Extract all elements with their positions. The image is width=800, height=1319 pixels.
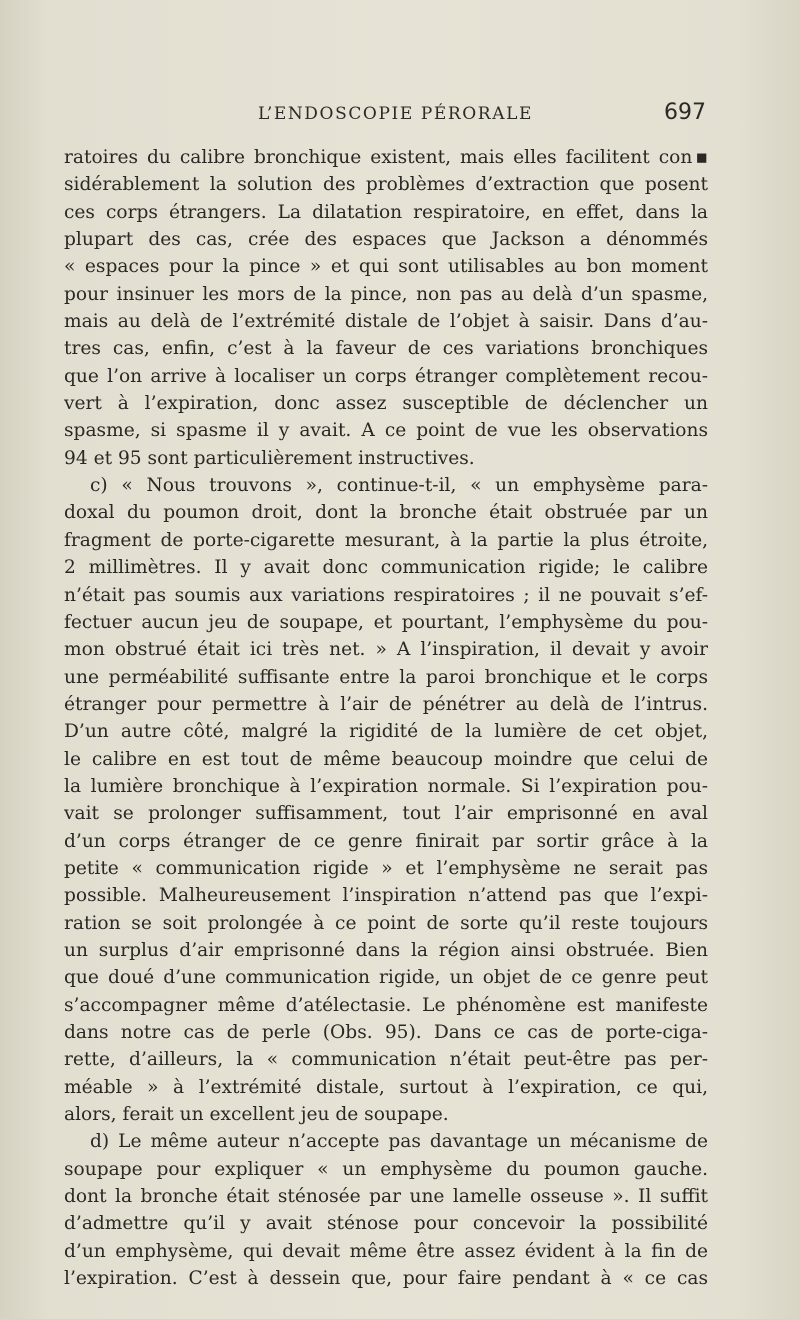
- running-head: L’ENDOSCOPIE PÉRORALE: [258, 104, 533, 124]
- text-line: la lumière bronchique à l’expiration normale. Si l’expiration pou-: [64, 775, 708, 797]
- text-line: l’expiration. C’est à dessein que, pour faire pendant à « ce cas: [64, 1268, 708, 1290]
- text-line: d’un corps étranger de ce genre finirait par sortir grâce à la: [64, 830, 708, 852]
- page-number: 697: [664, 100, 706, 125]
- text-line: fragment de porte-cigarette mesurant, à la partie la plus étroite,: [64, 529, 708, 551]
- page-header: [66, 100, 708, 130]
- text-line: plupart des cas, crée des espaces que Jackson a dénommés: [64, 229, 708, 251]
- text-line: ration se soit prolongée à ce point de sorte qu’il reste toujours: [64, 912, 708, 934]
- text-line: dans notre cas de perle (Obs. 95). Dans ce cas de porte-ciga-: [64, 1022, 708, 1043]
- text-line: alors, ferait un excellent jeu de soupape.: [64, 1104, 449, 1126]
- text-line: soupape pour expliquer « un emphysème du poumon gauche.: [64, 1158, 708, 1180]
- text-line: possible. Malheureusement l’inspiration n’attend pas que l’expi-: [64, 885, 708, 907]
- text-line: une perméabilité suffisante entre la paroi bronchique et le corps: [64, 666, 708, 688]
- text-line: vait se prolonger suffisamment, tout l’air emprisonné en aval: [64, 803, 708, 825]
- text-line: petite « communication rigide » et l’emphysème ne serait pas: [64, 857, 708, 879]
- text-line: fectuer aucun jeu de soupape, et pourtant, l’emphysème du pou-: [64, 611, 708, 633]
- text-line: ratoires du calibre bronchique existent, mais elles facilitent con▪: [64, 147, 708, 168]
- text-line: s’accompagner même d’atélectasie. Le phénomène est manifeste: [64, 994, 708, 1016]
- text-line: sidérablement la solution des problèmes d’extraction que posent: [64, 174, 708, 196]
- text-line: que l’on arrive à localiser un corps étranger complètement recou-: [64, 365, 708, 387]
- text-line: un surplus d’air emprisonné dans la région ainsi obstruée. Bien: [64, 939, 708, 961]
- text-line: que doué d’une communication rigide, un objet de ce genre peut: [64, 967, 708, 989]
- text-line: 2 millimètres. Il y avait donc communication rigide; le calibre: [64, 557, 708, 579]
- text-line: mon obstrué était ici très net. » A l’inspiration, il devait y avoir: [64, 639, 708, 661]
- text-line: d) Le même auteur n’accepte pas davantage un mécanisme de: [90, 1131, 708, 1153]
- text-line: méable » à l’extrémité distale, surtout à l’expiration, ce qui,: [64, 1076, 708, 1098]
- text-line: D’un autre côté, malgré la rigidité de la lumière de cet objet,: [64, 721, 708, 743]
- text-line: vert à l’expiration, donc assez susceptible de déclencher un: [64, 393, 708, 415]
- text-line: doxal du poumon droit, dont la bronche était obstruée par un: [64, 502, 708, 524]
- text-line: pour insinuer les mors de la pince, non pas au delà d’un spasme,: [64, 283, 708, 305]
- text-line: dont la bronche était sténosée par une lamelle osseuse ». Il suffit: [64, 1186, 708, 1208]
- text-line: spasme, si spasme il y avait. A ce point de vue les observations: [64, 420, 708, 442]
- text-line: étranger pour permettre à l’air de pénétrer au delà de l’intrus.: [64, 693, 708, 715]
- text-line: 94 et 95 sont particulièrement instructives.: [64, 447, 475, 469]
- text-line: d’admettre qu’il y avait sténose pour concevoir la possibilité: [64, 1213, 708, 1235]
- text-line: tres cas, enfin, c’est à la faveur de ces variations bronchiques: [64, 338, 708, 360]
- text-line: rette, d’ailleurs, la « communication n’était peut-être pas per-: [64, 1049, 708, 1071]
- text-line: n’était pas soumis aux variations respiratoires ; il ne pouvait s’ef-: [64, 584, 708, 606]
- text-line: ces corps étrangers. La dilatation respiratoire, en effet, dans la: [64, 201, 708, 223]
- text-line: mais au delà de l’extrémité distale de l’objet à saisir. Dans d’au-: [64, 311, 708, 333]
- text-line: d’un emphysème, qui devait même être assez évident à la fin de: [64, 1240, 708, 1262]
- text-line: c) « Nous trouvons », continue-t-il, « un emphysème para-: [90, 475, 708, 497]
- text-line: le calibre en est tout de même beaucoup moindre que celui de: [64, 748, 708, 770]
- body-text: [64, 144, 708, 1292]
- text-line: « espaces pour la pince » et qui sont utilisables au bon moment: [64, 256, 708, 278]
